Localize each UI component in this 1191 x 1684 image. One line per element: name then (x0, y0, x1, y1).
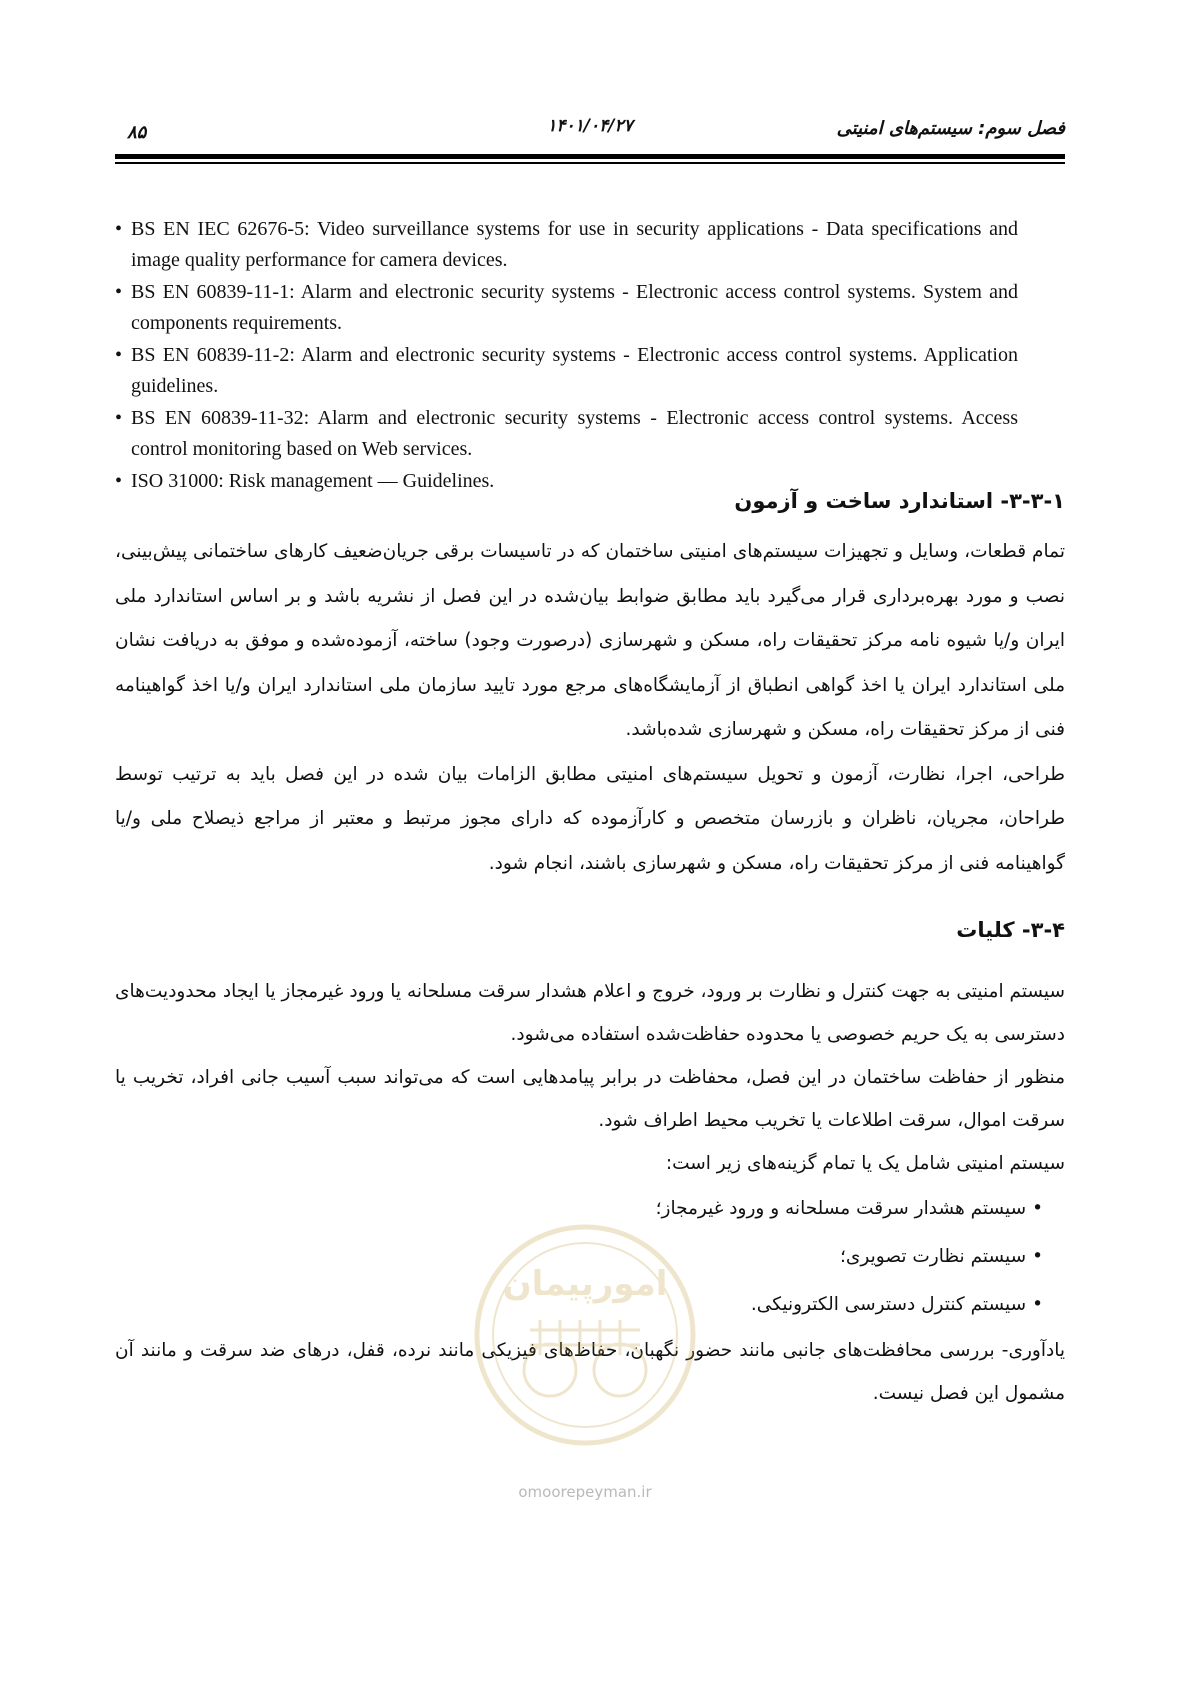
section-3-3-1-body (115, 530, 1065, 886)
standard-text: ISO 31000: Risk management — Guidelines. (131, 470, 495, 492)
paragraph: تمام قطعات، وسایل و تجهیزات سیستم‌های امنیتی ساختمان که در تاسیسات برقی جریان‌ضعیف کارهای ساختمانی پیش‌بینی، نصب و مورد بهره‌برداری قرار می‌گیرد باید مطابق ضوابط بیان‌شده در این فصل از نشریه باشد و بر اساس استاندارد ملی ایران و/یا شیوه نامه مرکز تحقیقات راه، مسکن و شهرسازی (درصورت وجود) ساخته، آزموده‌شده و موفق به دریافت نشان ملی استاندارد ایران یا اخذ گواهی انطباق از آزمایشگاه‌های مرجع مورد تایید سازمان ملی استاندارد ایران و/یا اخذ گواهینامه فنی از مرکز تحقیقات راه، مسکن و شهرسازی شده‌باشد. (115, 541, 1065, 740)
section-heading: ۳-۳-۱- استاندارد ساخت و آزمون (734, 489, 1065, 513)
paragraph: سیستم امنیتی به جهت کنترل و نظارت بر ورود، خروج و اعلام هشدار سرقت مسلحانه یا ورود غیرمجاز یا ایجاد محدودیت‌های دسترسی به یک حریم خصوصی یا محدوده حفاظت‌شده استفاده می‌شود. (115, 981, 1065, 1045)
bullet: • (115, 470, 123, 492)
standard-item (115, 277, 1018, 339)
bullet: • (115, 407, 123, 429)
list-item-text: سیستم هشدار سرقت مسلحانه و ورود غیرمجاز؛ (655, 1198, 1027, 1219)
bullet: • (115, 281, 123, 303)
watermark-logo-icon (470, 1220, 700, 1450)
note-paragraph: یادآوری- بررسی محافظت‌های جانبی مانند حضور نگهبان، حفاظ‌های فیزیکی مانند نرده، قفل، درهای ضد سرقت و مانند آن مشمول این فصل نیست. (115, 1340, 1065, 1404)
list-item-text: سیستم نظارت تصویری؛ (840, 1246, 1027, 1267)
watermark-site: omoorepeyman.ir (518, 1483, 652, 1501)
standard-text: BS EN 60839-11-1: Alarm and electronic security systems - Electronic access control systems. System and components requirements. (131, 281, 1018, 334)
standard-text: BS EN IEC 62676-5: Video surveillance systems for use in security applications - Data specifications and image quality performance for camera devices. (131, 218, 1018, 271)
watermark-logo-text: امورپیمان (502, 1264, 668, 1304)
bullet: • (115, 344, 123, 366)
section-3-3-1 (115, 486, 1065, 516)
bullet: • (1032, 1294, 1043, 1315)
page-header (115, 112, 1065, 152)
bullet: • (1032, 1198, 1043, 1219)
section-3-4 (115, 915, 1065, 945)
standard-text: BS EN 60839-11-32: Alarm and electronic security systems - Electronic access control systems. Access control monitoring based on Web services. (131, 407, 1018, 460)
bullet: • (115, 218, 123, 240)
paragraph: طراحی، اجرا، نظارت، آزمون و تحویل سیستم‌های امنیتی مطابق الزامات بیان شده در این فصل باید به ترتیب توسط طراحان، مجریان، ناظران و بازرسان متخصص و کارآزموده که دارای مجوز مرتبط و معتبر از مراجع ذیصلاح ملی و/یا گواهینامه فنی از مرکز تحقیقات راه، مسکن و شهرسازی باشند، انجام شود. (115, 763, 1065, 874)
header-date: ۱۴۰۱/۰۴/۲۷ (547, 116, 633, 136)
standard-item (115, 214, 1018, 276)
standard-text: BS EN 60839-11-2: Alarm and electronic security systems - Electronic access control systems. Application guidelines. (131, 344, 1018, 397)
standards-list (115, 214, 1018, 498)
list-item-text: سیستم کنترل دسترسی الکترونیکی. (750, 1294, 1027, 1315)
page-number: ۸۵ (127, 122, 147, 143)
paragraph: منظور از حفاظت ساختمان در این فصل، محفاظت در برابر پیامدهایی است که می‌تواند سبب آسیب جانی افراد، تخریب یا سرقت اموال، سرقت اطلاعات یا تخریب محیط اطراف شود. (115, 1067, 1065, 1131)
standard-item (115, 340, 1018, 402)
chapter-title: فصل سوم: سیستم‌های امنیتی (836, 118, 1065, 139)
bullet: • (1032, 1246, 1043, 1267)
standard-item (115, 403, 1018, 465)
header-rule-thin (115, 162, 1065, 164)
list-intro: سیستم امنیتی شامل یک یا تمام گزینه‌های زیر است: (665, 1153, 1065, 1174)
header-rule-thick (115, 154, 1065, 159)
section-heading: ۳-۴- کلیات (956, 918, 1065, 942)
